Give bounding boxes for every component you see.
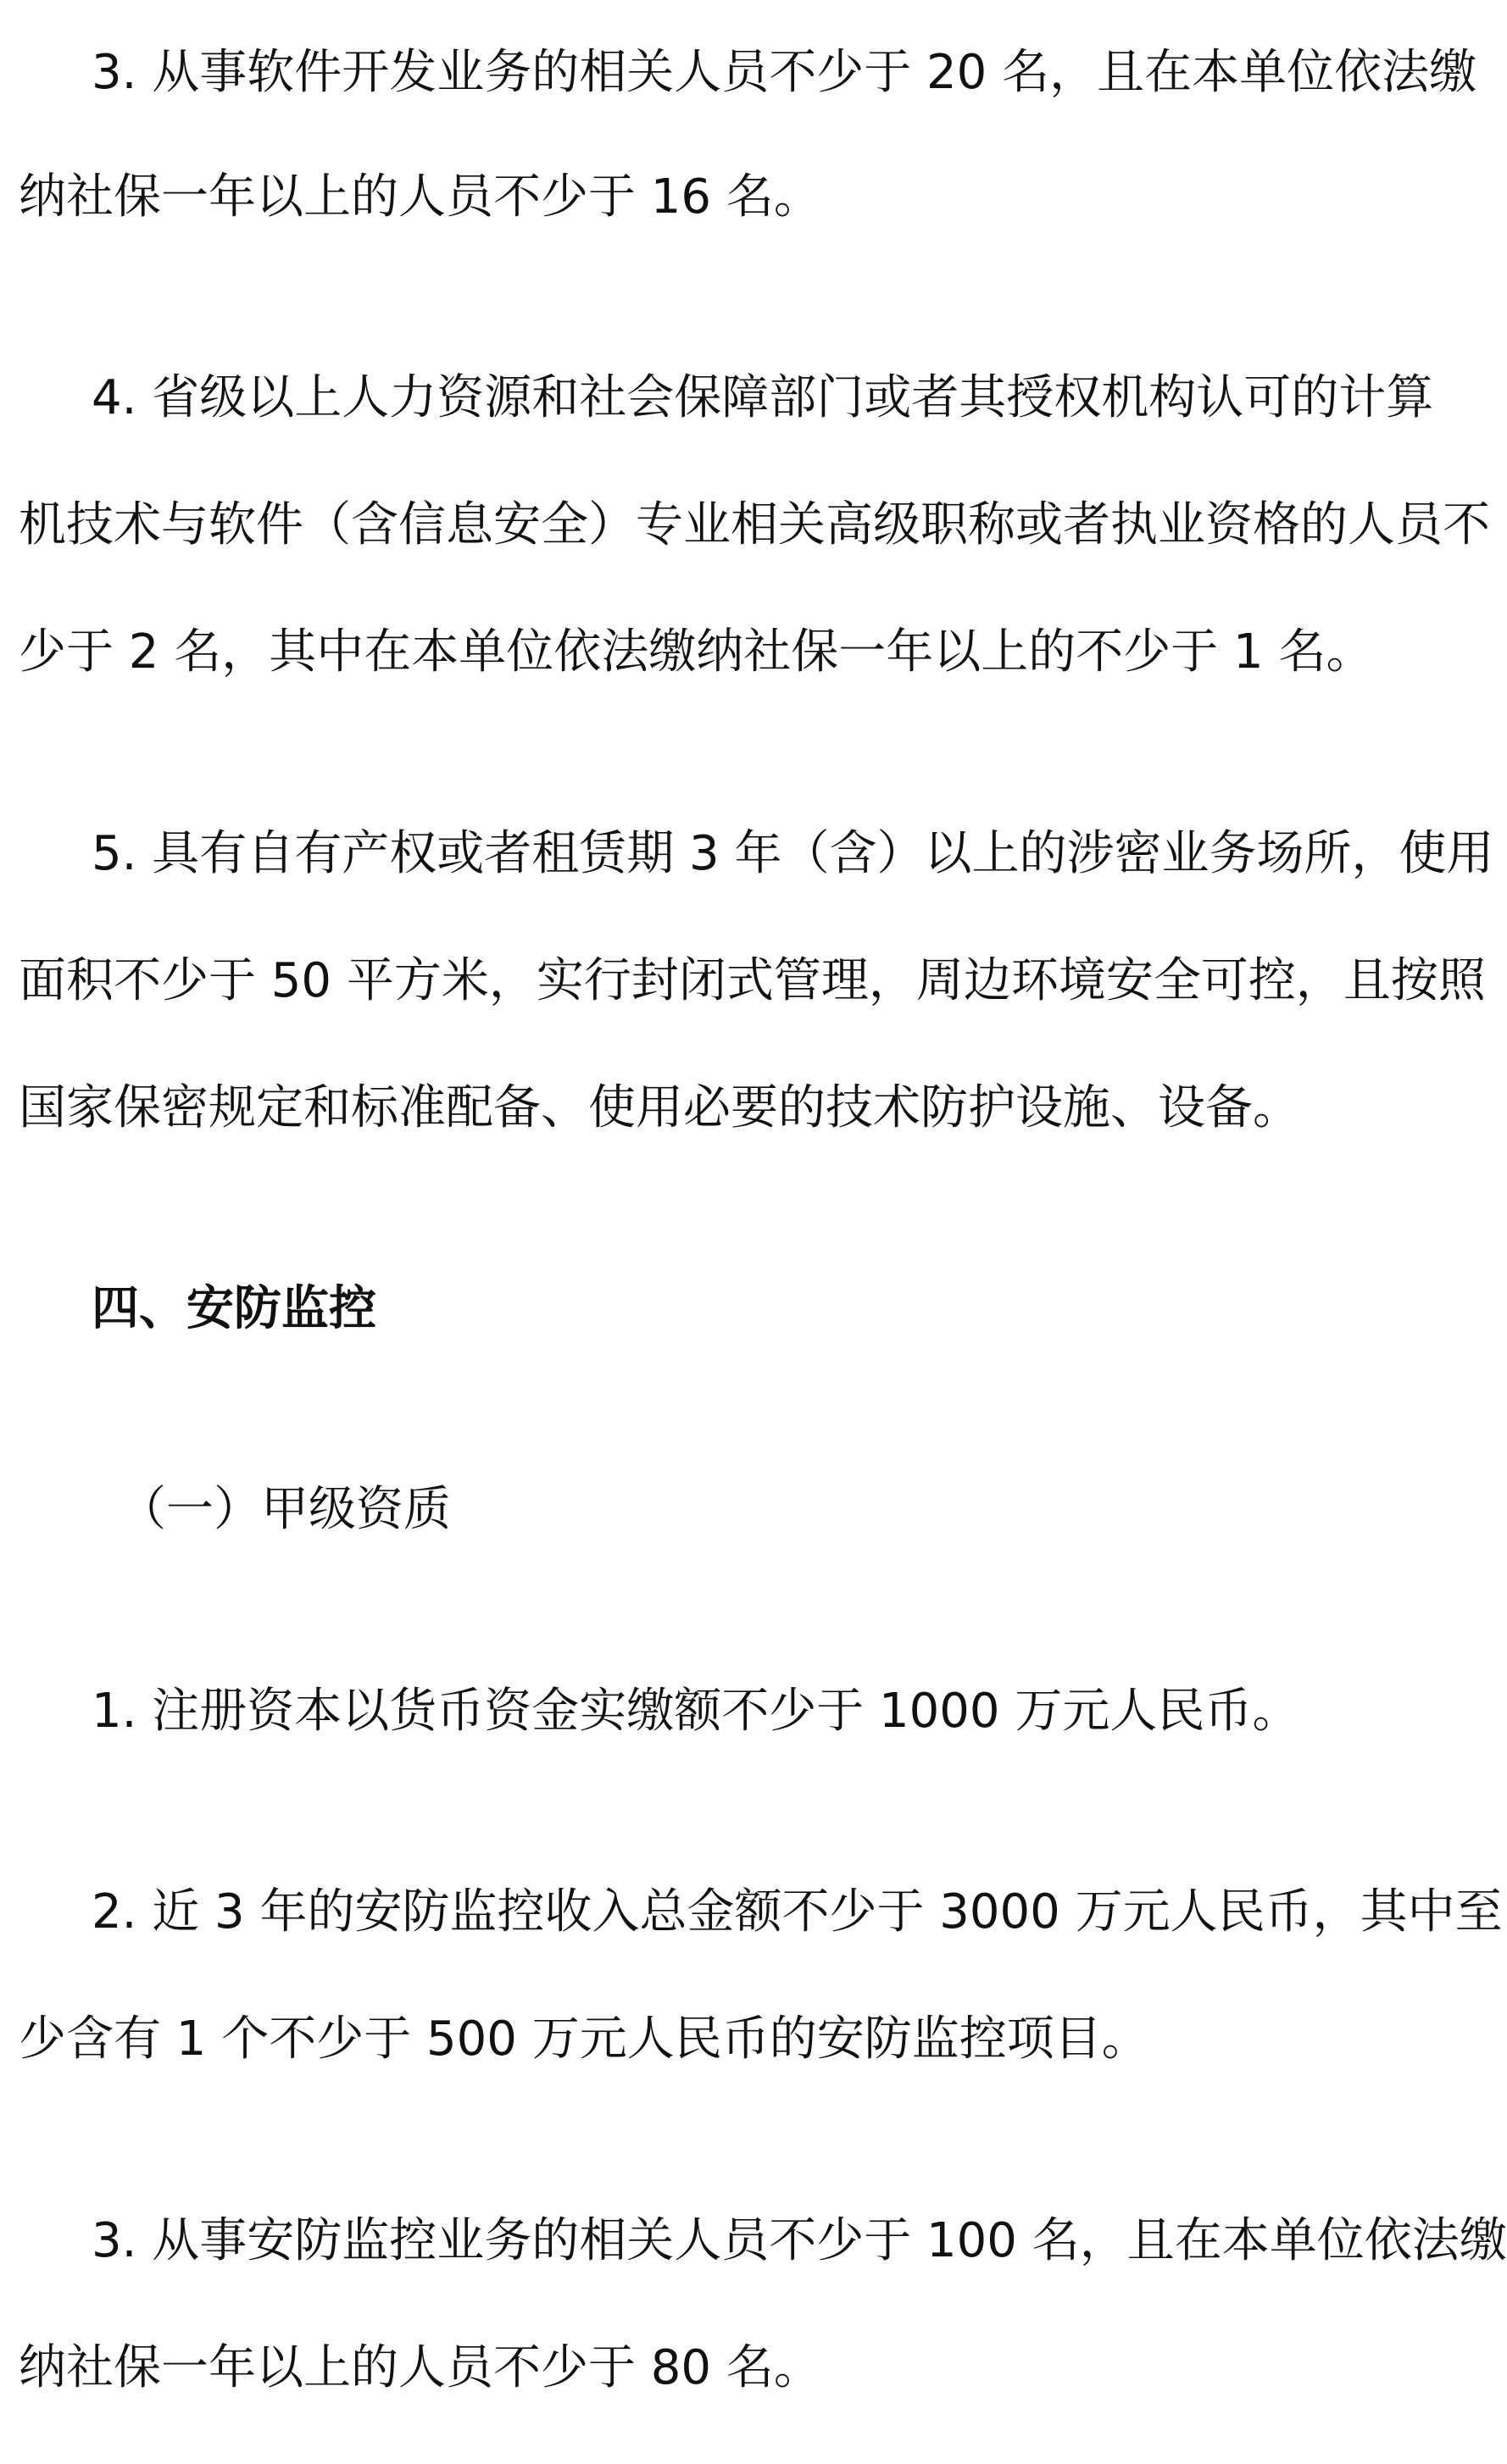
paragraph-4-line-2: 机技术与软件（含信息安全）专业相关高级职称或者执业资格的人员不 [19, 497, 1490, 552]
item-1-line-1: 1. 注册资本以货币资金实缴额不少于 1000 万元人民币。 [92, 1684, 1300, 1739]
paragraph-5-line-2: 面积不少于 50 平方米，实行封闭式管理，周边环境安全可控，且按照 [19, 953, 1486, 1008]
item-2-line-2: 少含有 1 个不少于 500 万元人民币的安防监控项目。 [19, 2012, 1149, 2067]
item-3-line-1: 3. 从事安防监控业务的相关人员不少于 100 名，且在本单位依法缴 [92, 2213, 1507, 2268]
paragraph-4-line-3: 少于 2 名，其中在本单位依法缴纳社保一年以上的不少于 1 名。 [19, 624, 1374, 680]
item-3-line-2: 纳社保一年以上的人员不少于 80 名。 [19, 2340, 821, 2395]
paragraph-5-line-3: 国家保密规定和标准配备、使用必要的技术防护设施、设备。 [19, 1080, 1300, 1135]
paragraph-4-line-1: 4. 省级以上人力资源和社会保障部门或者其授权机构认可的计算 [92, 370, 1434, 425]
section-heading: 四、安防监控 [92, 1281, 376, 1336]
paragraph-5-line-1: 5. 具有自有产权或者租赁期 3 年（含）以上的涉密业务场所，使用 [92, 826, 1494, 881]
subsection-heading: （一）甲级资质 [119, 1482, 451, 1537]
paragraph-3-line-1: 3. 从事软件开发业务的相关人员不少于 20 名，且在本单位依法缴 [92, 45, 1477, 100]
paragraph-3-line-2: 纳社保一年以上的人员不少于 16 名。 [19, 169, 821, 225]
item-2-line-1: 2. 近 3 年的安防监控收入总金额不少于 3000 万元人民币，其中至 [92, 1884, 1503, 1940]
